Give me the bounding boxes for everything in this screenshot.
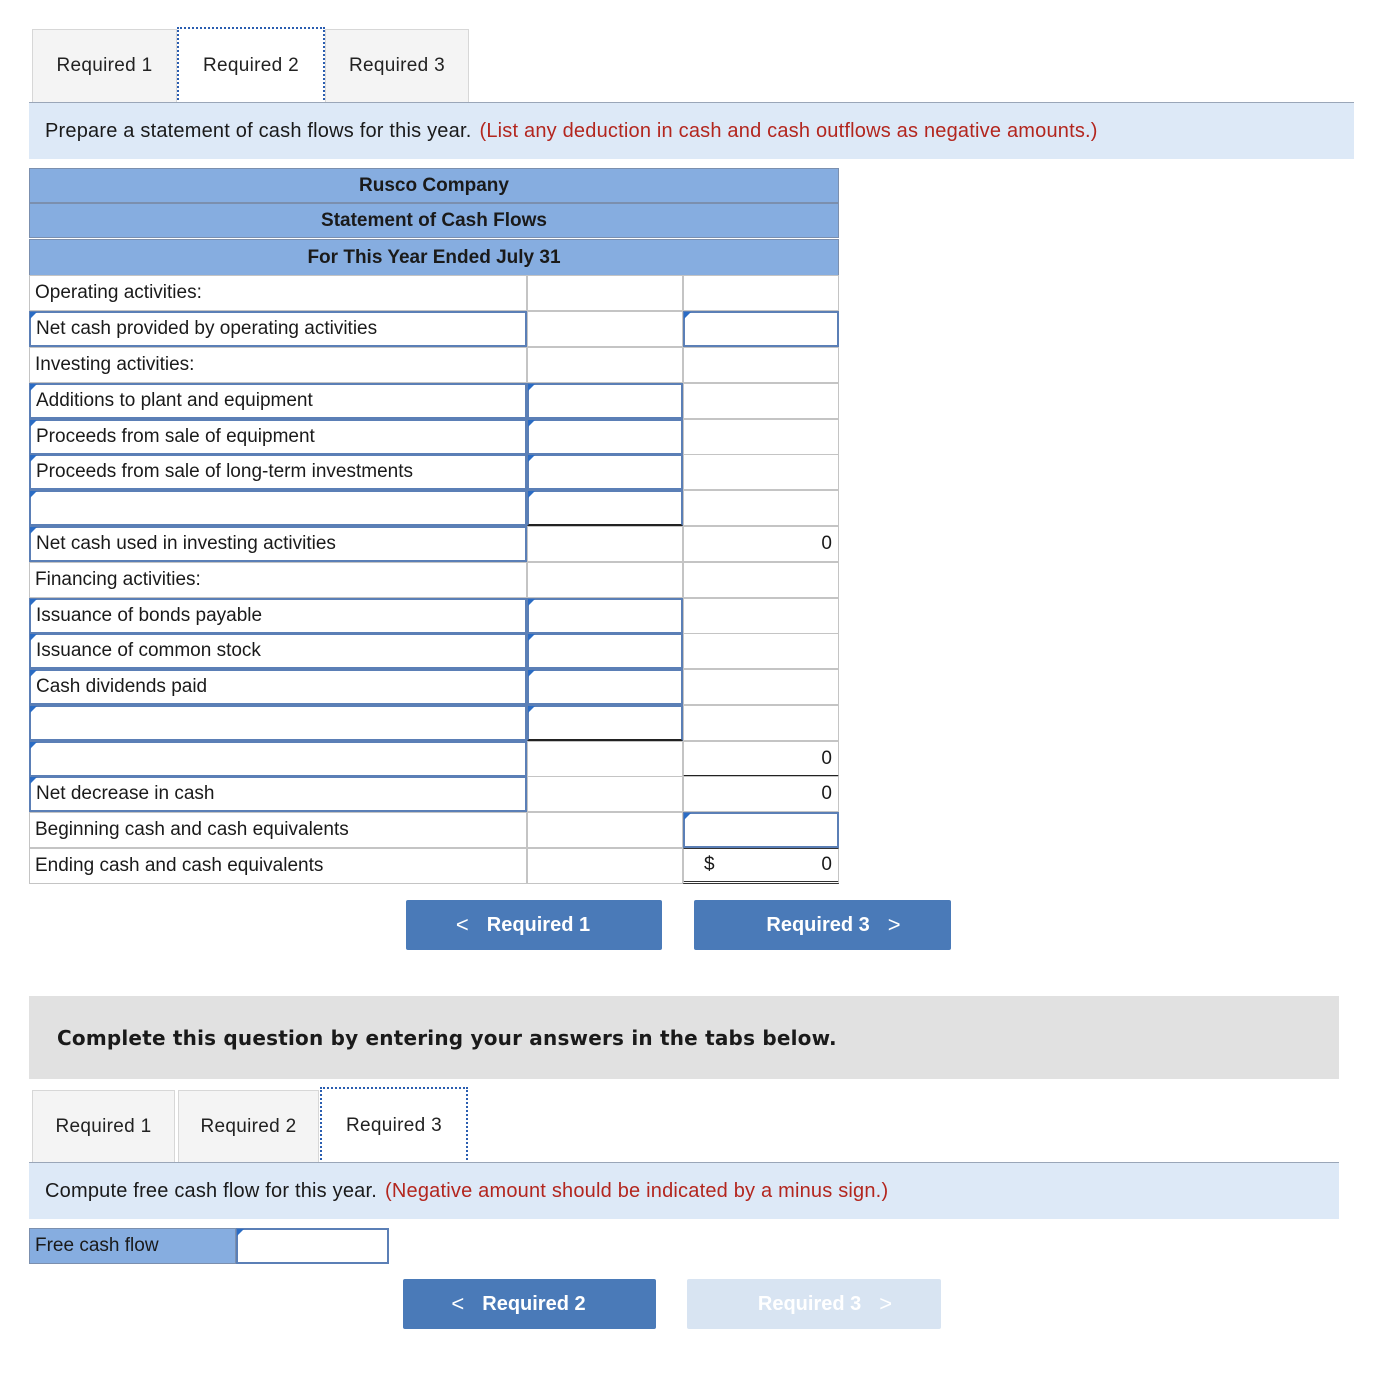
- tab-required-2[interactable]: Required 2: [177, 27, 325, 104]
- total-cell: [683, 705, 839, 741]
- table-row: [29, 812, 839, 848]
- amount-cell: [527, 741, 683, 777]
- table-row: [29, 562, 839, 598]
- prev-required-2-button[interactable]: [403, 1279, 656, 1329]
- next-button-label: Required 3: [757, 1292, 862, 1315]
- table-row: [29, 419, 839, 455]
- question-banner: Complete this question by entering your answers in the tabs below.: [29, 996, 1339, 1079]
- total-cell: [683, 419, 839, 455]
- instruction-text: Compute free cash flow for this year.: [45, 1179, 377, 1202]
- tab-required-3[interactable]: Required 3: [320, 1087, 468, 1164]
- table-row: [29, 705, 839, 741]
- label-input[interactable]: Proceeds from sale of equipment: [29, 419, 527, 455]
- total-value: 0: [683, 526, 839, 562]
- next-required-3-button[interactable]: [694, 900, 951, 950]
- label-input[interactable]: [29, 490, 527, 526]
- table-row: [29, 526, 839, 562]
- table-row: [29, 633, 839, 669]
- amount-cell: [527, 526, 683, 562]
- total-input[interactable]: [683, 812, 839, 848]
- amount-input[interactable]: [527, 454, 683, 490]
- tab-required-1[interactable]: Required 1: [32, 1090, 175, 1163]
- label-input[interactable]: Issuance of common stock: [29, 633, 527, 669]
- total-cell: [683, 562, 839, 598]
- tab-required-2[interactable]: Required 2: [178, 1090, 319, 1163]
- table-row: [29, 490, 839, 526]
- amount-cell: [527, 776, 683, 812]
- tab-required-3[interactable]: Required 3: [325, 29, 469, 102]
- table-row: [29, 741, 839, 777]
- total-input[interactable]: [683, 311, 839, 347]
- table-row: [29, 848, 839, 884]
- chevron-right-icon: >: [887, 912, 901, 937]
- label-input[interactable]: [29, 741, 527, 777]
- table-row: [29, 347, 839, 383]
- table-row: [29, 311, 839, 347]
- label-input[interactable]: [29, 705, 527, 741]
- instruction-text: Prepare a statement of cash flows for this year.: [45, 119, 472, 142]
- amount-input[interactable]: [527, 490, 683, 526]
- label-input[interactable]: Net cash used in investing activities: [29, 526, 527, 562]
- total-cell: [683, 275, 839, 311]
- instruction-bottom: [29, 1163, 1339, 1219]
- table-row: [29, 275, 839, 311]
- table-row: [29, 776, 839, 812]
- company-name: Rusco Company: [29, 168, 839, 203]
- total-cell: [683, 454, 839, 490]
- free-cash-flow-label: Free cash flow: [29, 1228, 236, 1264]
- amount-cell: [527, 275, 683, 311]
- total-cell: [683, 669, 839, 705]
- total-cell: [683, 633, 839, 669]
- amount-cell: [527, 311, 683, 347]
- chevron-left-icon: <: [455, 912, 469, 937]
- statement-title: Statement of Cash Flows: [29, 203, 839, 238]
- amount-cell: [527, 848, 683, 884]
- row-label: Operating activities:: [29, 275, 527, 311]
- amount-input[interactable]: [527, 598, 683, 634]
- label-input[interactable]: Net cash provided by operating activities: [29, 311, 527, 347]
- tab-required-1[interactable]: Required 1: [32, 29, 177, 102]
- instruction-note: (Negative amount should be indicated by a minus sign.): [385, 1179, 889, 1202]
- amount-cell: [527, 562, 683, 598]
- ending-total: [683, 848, 839, 884]
- row-label: Financing activities:: [29, 562, 527, 598]
- label-input[interactable]: Net decrease in cash: [29, 776, 527, 812]
- currency-symbol: $: [704, 854, 715, 875]
- prev-button-label: Required 2: [482, 1292, 586, 1315]
- chevron-left-icon: <: [451, 1291, 465, 1316]
- amount-input[interactable]: [527, 633, 683, 669]
- table-row: [29, 454, 839, 490]
- statement-period: For This Year Ended July 31: [29, 239, 839, 276]
- table-row: [29, 669, 839, 705]
- amount-input[interactable]: [527, 383, 683, 419]
- instruction-note: (List any deduction in cash and cash outflows as negative amounts.): [479, 119, 1098, 142]
- instruction-top: [29, 103, 1354, 159]
- label-input[interactable]: Issuance of bonds payable: [29, 598, 527, 634]
- total-cell: [683, 383, 839, 419]
- total-value: 0: [683, 776, 839, 812]
- ending-value: 0: [821, 854, 832, 875]
- next-button-label: Required 3: [766, 913, 870, 936]
- label-input[interactable]: Cash dividends paid: [29, 669, 527, 705]
- label-input[interactable]: Proceeds from sale of long-term investments: [29, 454, 527, 490]
- total-cell: [683, 598, 839, 634]
- table-row: [29, 383, 839, 419]
- total-value: 0: [683, 741, 839, 777]
- total-cell: [683, 347, 839, 383]
- total-cell: [683, 490, 839, 526]
- row-label: Ending cash and cash equivalents: [29, 848, 527, 884]
- amount-input[interactable]: [527, 669, 683, 705]
- amount-cell: [527, 812, 683, 848]
- amount-input[interactable]: [527, 419, 683, 455]
- label-input[interactable]: Additions to plant and equipment: [29, 383, 527, 419]
- next-required-3-button-disabled: [687, 1279, 941, 1329]
- table-row: [29, 598, 839, 634]
- prev-required-1-button[interactable]: [406, 900, 662, 950]
- prev-button-label: Required 1: [486, 913, 591, 936]
- chevron-right-icon: >: [879, 1291, 893, 1316]
- free-cash-flow-input[interactable]: [236, 1228, 389, 1264]
- amount-input[interactable]: [527, 705, 683, 741]
- amount-cell: [527, 347, 683, 383]
- row-label: Investing activities:: [29, 347, 527, 383]
- row-label: Beginning cash and cash equivalents: [29, 812, 527, 848]
